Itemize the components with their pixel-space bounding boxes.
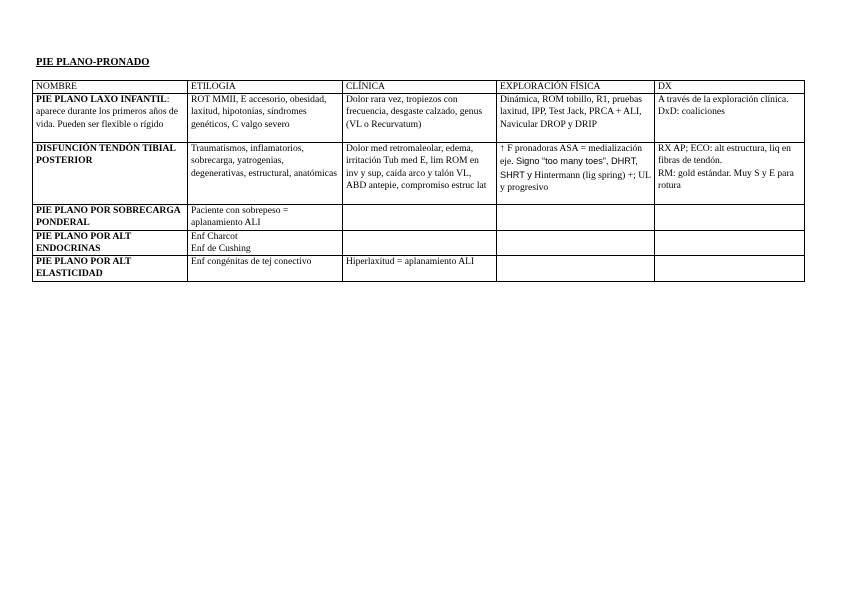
- cell-nombre: [33, 94, 188, 143]
- row-name: PIE PLANO POR ALT ELASTICIDAD: [36, 256, 132, 280]
- cell-etiologia: Enf congénitas de tej conectivo: [188, 256, 343, 282]
- cell-exploracion: [497, 205, 655, 230]
- cell-nombre: [33, 205, 188, 230]
- cell-exploracion: [497, 230, 655, 255]
- cell-dx: [655, 143, 805, 205]
- cell-dx: [655, 230, 805, 255]
- cell-etiologia: Traumatismos, inflamatorios, sobrecarga, yatrogenias, degenerativas, estructural, anatómicas: [188, 143, 343, 205]
- header-clinica: CLÍNICA: [343, 81, 497, 94]
- cell-clinica: [343, 205, 497, 230]
- exploracion-text-a: ↑ F pronadoras ASA = medialización eje.: [500, 143, 643, 168]
- cell-clinica: Hiperlaxitud = aplanamiento ALI: [343, 256, 497, 282]
- exploracion-text-b: Signo “too many toes”, DHRT, SHRT y: [500, 156, 638, 180]
- cell-clinica: Dolor rara vez, tropiezos con frecuencia, desgaste calzado, genus (VL o Recurvatum): [343, 94, 497, 143]
- cell-nombre: [33, 143, 188, 205]
- etiologia-line: Enf de Cushing: [191, 242, 251, 254]
- header-dx: DX: [655, 81, 805, 94]
- dx-line: RX AP; ECO: alt estructura, liq en fibras de tendón.: [658, 143, 791, 167]
- cell-dx: [655, 256, 805, 282]
- cell-clinica: [343, 230, 497, 255]
- header-exploracion-fisica: EXPLORACIÓN FÍSICA: [497, 81, 655, 94]
- dx-line: DxD: coaliciones: [658, 106, 725, 118]
- table-row: [33, 205, 805, 230]
- exploracion-text-c: Hintermann (lig spring) +; UL y progresivo: [500, 169, 651, 193]
- cell-exploracion: [497, 143, 655, 205]
- cell-etiologia: [188, 230, 343, 255]
- cell-clinica: Dolor med retromaleolar, edema, irritación Tub med E, lim ROM en inv y sup, caída arco y talón VL, ABD antepie, compromiso estruc lat: [343, 143, 497, 205]
- row-name: PIE PLANO LAXO INFANTIL: [36, 94, 167, 106]
- row-name: PIE PLANO POR ALT ENDOCRINAS: [36, 230, 132, 254]
- dx-line: RM: gold estándar. Muy S y E para rotura: [658, 167, 794, 191]
- row-name: DISFUNCIÓN TENDÓN TIBIAL POSTERIOR: [36, 143, 176, 167]
- cell-etiologia: ROT MMII, E accesorio, obesidad, laxitud, hipotonías, síndromes genéticos, C valgo severo: [188, 94, 343, 143]
- header-etilogia: ETILOGIA: [188, 81, 343, 94]
- document-title: PIE PLANO-PRONADO: [36, 57, 150, 68]
- dx-line: A través de la exploración clínica.: [658, 94, 789, 106]
- cell-nombre: [33, 256, 188, 282]
- cell-exploracion: Dinámica, ROM tobillo, R1, pruebas laxitud, IPP, Test Jack, PRCA + ALI, Navicular DROP y DRIP: [497, 94, 655, 143]
- header-nombre: NOMBRE: [33, 81, 188, 94]
- row-name: PIE PLANO POR SOBRECARGA PONDERAL: [36, 205, 181, 229]
- cell-dx: [655, 94, 805, 143]
- cell-etiologia: Paciente con sobrepeso = aplanamiento ALI: [188, 205, 343, 230]
- table-row: [33, 143, 805, 205]
- row-name-description: : aparece durante los primeros años de vida. Pueden ser flexible o rígido: [36, 94, 178, 130]
- cell-dx: [655, 205, 805, 230]
- table-row: [33, 256, 805, 282]
- etiologia-line: Enf Charcot: [191, 230, 238, 242]
- table-row: [33, 230, 805, 255]
- header-row: [33, 81, 805, 94]
- pie-plano-table: [32, 80, 805, 282]
- table-row: [33, 94, 805, 143]
- cell-exploracion: [497, 256, 655, 282]
- cell-nombre: [33, 230, 188, 255]
